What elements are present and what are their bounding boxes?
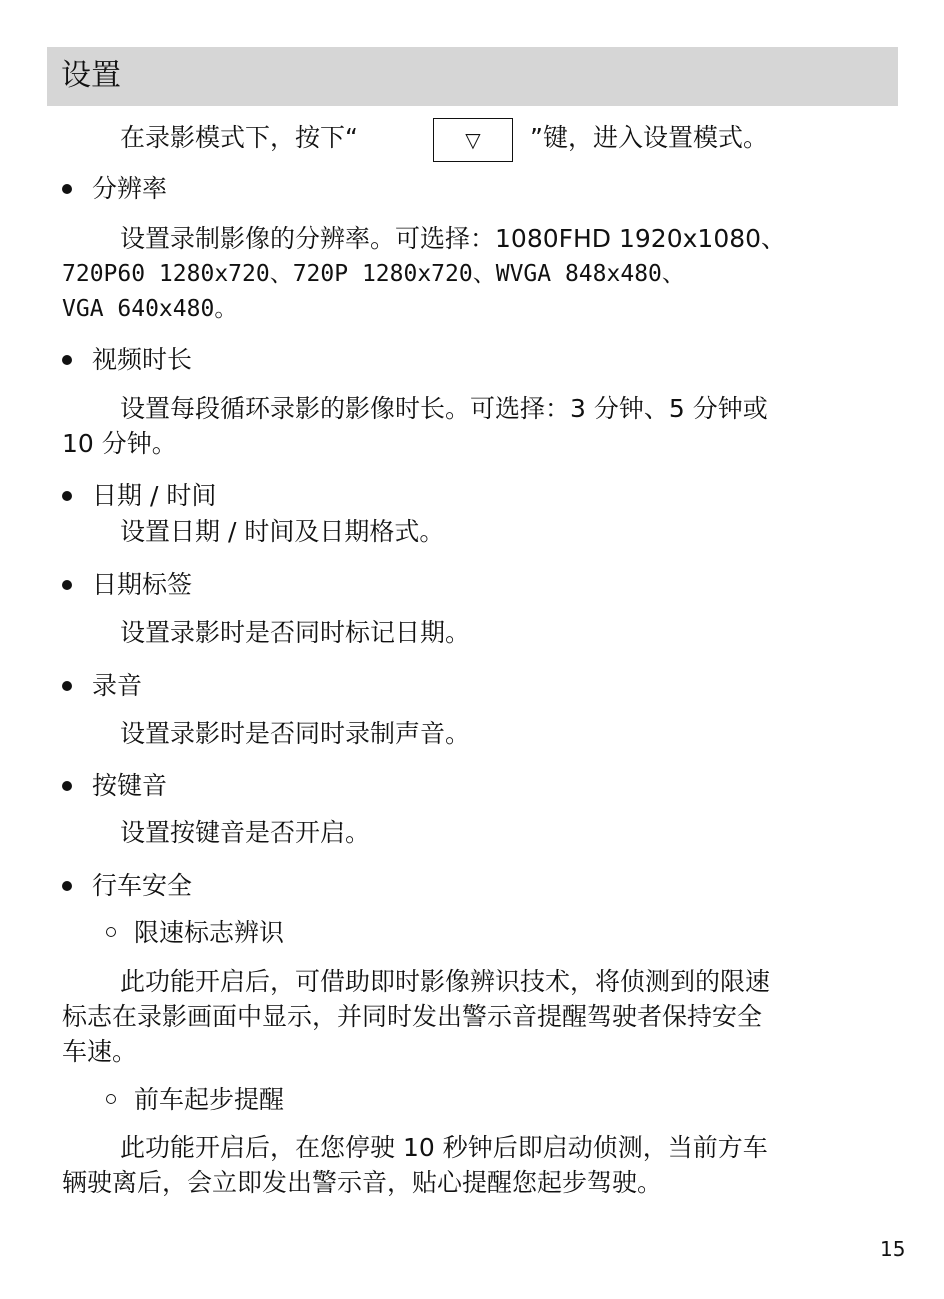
resolution-desc-line2: 720P60 1280x720、720P 1280x720、WVGA 848x480、 (62, 261, 685, 287)
key-tone-heading: 按键音 (92, 771, 168, 800)
resolution-heading: 分辨率 (92, 174, 168, 203)
date-time-desc: 设置日期 / 时间及日期格式。 (120, 517, 445, 546)
resolution-desc-line3: VGA 640x480。 (62, 296, 238, 322)
audio-heading: 录音 (92, 671, 143, 700)
speed-limit-heading: 限速标志辨识 (134, 918, 285, 947)
intro-text-after: ”键，进入设置模式。 (530, 123, 768, 152)
front-car-heading: 前车起步提醒 (134, 1085, 285, 1114)
bullet-icon (62, 681, 72, 691)
video-length-desc-line1: 设置每段循环录影的影像时长。可选择：3 分钟、5 分钟或 (120, 394, 768, 423)
speed-limit-desc-line3: 车速。 (62, 1037, 138, 1066)
date-time-heading: 日期 / 时间 (92, 481, 217, 510)
bullet-icon (62, 781, 72, 791)
date-stamp-heading: 日期标签 (92, 570, 193, 599)
driving-safety-heading: 行车安全 (92, 871, 193, 900)
intro-text-before: 在录影模式下，按下“ (120, 123, 358, 152)
page-number: 15 (880, 1237, 906, 1261)
resolution-desc-line1: 设置录制影像的分辨率。可选择：1080FHD 1920x1080、 (120, 224, 787, 253)
bullet-icon (62, 580, 72, 590)
speed-limit-desc-line1: 此功能开启后，可借助即时影像辨识技术，将侦测到的限速 (120, 967, 771, 996)
video-length-desc-line2: 10 分钟。 (62, 429, 177, 458)
sub-bullet-icon (106, 1094, 116, 1104)
bullet-icon (62, 881, 72, 891)
bullet-icon (62, 184, 72, 194)
bullet-icon (62, 491, 72, 501)
audio-desc: 设置录影时是否同时录制声音。 (120, 719, 471, 748)
front-car-desc-line2: 辆驶离后，会立即发出警示音，贴心提醒您起步驾驶。 (62, 1168, 663, 1197)
bullet-icon (62, 355, 72, 365)
video-length-heading: 视频时长 (92, 345, 193, 374)
date-stamp-desc: 设置录影时是否同时标记日期。 (120, 618, 471, 647)
sub-bullet-icon (106, 927, 116, 937)
speed-limit-desc-line2: 标志在录影画面中显示，并同时发出警示音提醒驾驶者保持安全 (62, 1002, 763, 1031)
section-header-bar (47, 47, 898, 106)
page-title: 设置 (61, 58, 121, 93)
front-car-desc-line1: 此功能开启后，在您停驶 10 秒钟后即启动侦测，当前方车 (120, 1133, 768, 1162)
down-triangle-icon: ▽ (465, 128, 481, 152)
down-key-icon (433, 118, 513, 162)
key-tone-desc: 设置按键音是否开启。 (120, 818, 371, 847)
